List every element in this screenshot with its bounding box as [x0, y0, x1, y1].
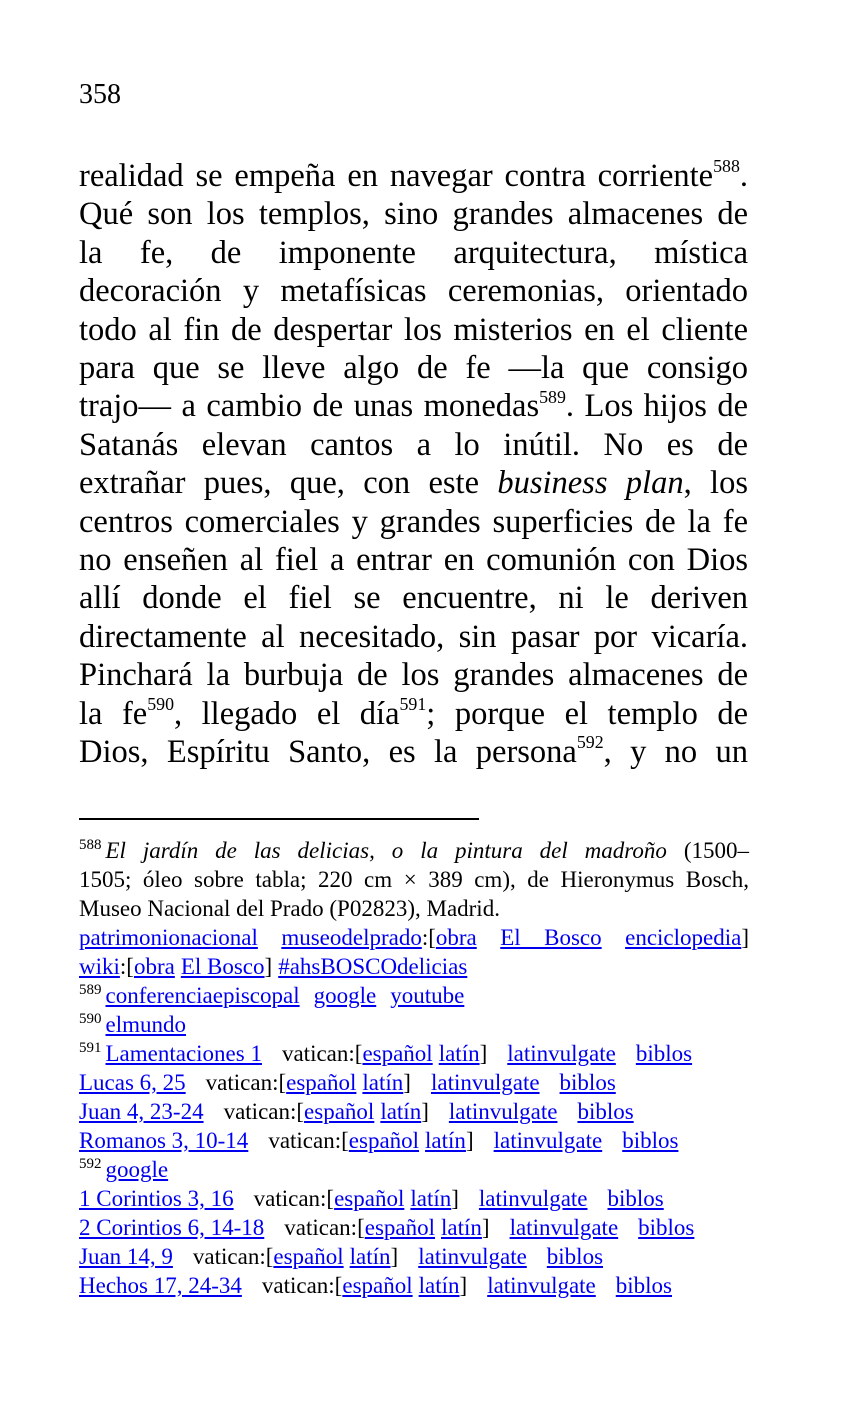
footnote-592-ref: Hechos 17, 24-34 vatican:[español latín] latinvulgate biblos	[79, 1273, 672, 1298]
body-line: la fe, de imponente arquitectura, mística	[79, 234, 748, 271]
body-line: realidad se empeña en navegar contra corriente$^{588}$.	[79, 156, 748, 194]
link-obra[interactable]: obra	[435, 925, 477, 950]
link-latin[interactable]: latín	[418, 1273, 460, 1298]
footnote-588-links: wiki:[obra El Bosco] #ahsBOSCOdelicias	[79, 954, 468, 979]
link-latin[interactable]: latín	[438, 1041, 480, 1066]
footnote-ref[interactable]: 590	[147, 694, 175, 715]
footnote-number: 591	[79, 1040, 102, 1057]
link-latin[interactable]: latín	[362, 1070, 404, 1095]
link-bible-ref[interactable]: 1 Corintios 3, 16	[79, 1186, 234, 1211]
link-espanol[interactable]: español	[348, 1128, 420, 1153]
body-line: extrañar pues, que, con este business plan, los	[79, 465, 748, 502]
body-line: no enseñen al fiel a entrar en comunión con Dios	[79, 542, 748, 579]
footnote-592-ref: 2 Corintios 6, 14-18 vatican:[español latín] latinvulgate biblos	[79, 1215, 695, 1240]
body-text	[79, 157, 748, 772]
link-bible-ref[interactable]: Lucas 6, 25	[79, 1070, 186, 1095]
body-line: Pinchará la burbuja de los grandes almacenes de	[79, 657, 748, 694]
link-museodelprado[interactable]: museodelprado	[281, 925, 422, 950]
body-line: directamente al necesitado, sin pasar por vicaría.	[79, 618, 748, 655]
link-latinvulgate[interactable]: latinvulgate	[487, 1273, 596, 1298]
link-google[interactable]: google	[313, 983, 377, 1008]
link-bible-ref[interactable]: 2 Corintios 6, 14-18	[79, 1215, 265, 1240]
footnote-588-links: patrimonionacional museodelprado:[obra El Bosco enciclopedia]	[79, 925, 749, 950]
link-latinvulgate[interactable]: latinvulgate	[509, 1215, 619, 1240]
link-latinvulgate[interactable]: latinvulgate	[493, 1128, 603, 1153]
footnote-591-ref: Lucas 6, 25 vatican:[español latín] latinvulgate biblos	[79, 1070, 616, 1095]
link-bible-ref[interactable]: Lamentaciones 1	[105, 1041, 262, 1066]
italic-phrase: business plan	[497, 465, 684, 502]
link-espanol[interactable]: español	[304, 1099, 375, 1124]
body-line: centros comerciales y grandes superficies de la fe	[79, 503, 748, 540]
link-conferenciaepiscopal[interactable]: conferenciaepiscopal	[105, 983, 300, 1008]
footnotes	[79, 836, 749, 1300]
link-biblos[interactable]: biblos	[622, 1128, 679, 1153]
body-line: allí donde el fiel se encuentre, ni le deriven	[79, 580, 748, 617]
link-espanol[interactable]: español	[362, 1041, 433, 1066]
link-espanol[interactable]: español	[286, 1070, 357, 1095]
link-espanol[interactable]: español	[342, 1273, 413, 1298]
link-biblos[interactable]: biblos	[615, 1273, 672, 1298]
footnote-591-ref: $^{591}$ Lamentaciones 1 vatican:[español latín] latinvulgate biblos	[79, 1040, 693, 1066]
page-number: 358	[79, 79, 121, 110]
link-latinvulgate[interactable]: latinvulgate	[418, 1244, 527, 1269]
body-line: Satanás elevan cantos a lo inútil. No es de	[79, 426, 748, 463]
link-latin[interactable]: latín	[349, 1244, 391, 1269]
link-enciclopedia[interactable]: enciclopedia	[625, 925, 742, 950]
footnote-number: 588	[79, 837, 102, 854]
link-wiki-obra[interactable]: obra	[133, 954, 175, 979]
link-bible-ref[interactable]: Juan 14, 9	[79, 1244, 173, 1269]
footnote-ref[interactable]: 589	[539, 386, 566, 407]
link-latin[interactable]: latín	[380, 1099, 422, 1124]
body-line: trajo— a cambio de unas monedas$^{589}$. Los hijos de	[79, 386, 748, 425]
footnote-number: 590	[79, 1011, 102, 1028]
link-espanol[interactable]: español	[364, 1215, 436, 1240]
link-latinvulgate[interactable]: latinvulgate	[507, 1041, 616, 1066]
link-el-bosco[interactable]: El Bosco	[500, 925, 602, 950]
body-line: decoración y metafísicas ceremonias, orientado	[79, 273, 748, 310]
footnote-588-line: 1505; óleo sobre tabla; 220 cm × 389 cm), de Hieronymus Bosch,	[79, 867, 749, 892]
body-line: para que se lleve algo de fe —la que consigo	[79, 350, 748, 387]
footnote-ref[interactable]: 588	[713, 156, 740, 177]
body-line: la $fe^{590}$, llegado el día$^{591}$; porque el templo de	[79, 694, 749, 732]
link-latin[interactable]: latín	[410, 1186, 452, 1211]
body-line: Dios, Espíritu Santo, es la persona$^{592}$, y no un	[79, 732, 749, 771]
footnote-589	[79, 981, 749, 1010]
link-elmundo[interactable]: elmundo	[105, 1012, 186, 1037]
footnote-ref[interactable]: 592	[576, 732, 604, 753]
footnote-ref[interactable]: 591	[399, 694, 427, 715]
link-wiki-el-bosco[interactable]: El Bosco	[180, 954, 265, 979]
footnote-number: 589	[79, 982, 102, 999]
footnote-588-line: $^{588}$ El jardín de las delicias, o la pintura del madroño (1500–	[79, 837, 749, 863]
link-espanol[interactable]: español	[334, 1186, 405, 1211]
link-google[interactable]: google	[105, 1157, 169, 1182]
footnote-number: 592	[79, 1156, 102, 1173]
link-wiki[interactable]: wiki	[79, 954, 120, 979]
body-line: Qué son los templos, sino grandes almacenes de	[79, 196, 748, 233]
footnote-590	[79, 1010, 749, 1039]
footnote-591-ref: Romanos 3, 10-14 vatican:[español latín] latinvulgate biblos	[79, 1128, 679, 1153]
link-biblos[interactable]: biblos	[635, 1041, 693, 1066]
footnote-592-ref: Juan 14, 9 vatican:[español latín] latinvulgate biblos	[79, 1244, 604, 1269]
footnote-592-ref: 1 Corintios 3, 16 vatican:[español latín] latinvulgate biblos	[79, 1186, 664, 1211]
link-latin[interactable]: latín	[425, 1128, 466, 1153]
link-latin[interactable]: latín	[441, 1215, 482, 1240]
link-biblos[interactable]: biblos	[546, 1244, 604, 1269]
link-latinvulgate[interactable]: latinvulgate	[448, 1099, 558, 1124]
footnote-588-line: Museo Nacional del Prado (P02823), Madrid.	[79, 896, 500, 921]
link-biblos[interactable]: biblos	[559, 1070, 616, 1095]
link-latinvulgate[interactable]: latinvulgate	[430, 1070, 540, 1095]
footnote-separator	[79, 818, 479, 820]
link-bible-ref[interactable]: Juan 4, 23-24	[79, 1099, 204, 1124]
link-biblos[interactable]: biblos	[638, 1215, 695, 1240]
link-hashtag[interactable]: #ahsBOSCOdelicias	[278, 954, 468, 979]
link-youtube[interactable]: youtube	[390, 983, 465, 1008]
footnote-592	[79, 1155, 749, 1184]
link-patrimonionacional[interactable]: patrimonionacional	[79, 925, 258, 950]
body-line: todo al fin de despertar los misterios en el cliente	[79, 311, 748, 348]
artwork-title: El jardín de las delicias, o la pintura del madroño	[105, 838, 667, 863]
link-bible-ref[interactable]: Hechos 17, 24-34	[79, 1273, 242, 1298]
link-espanol[interactable]: español	[273, 1244, 344, 1269]
link-bible-ref[interactable]: Romanos 3, 10-14	[79, 1128, 249, 1153]
link-latinvulgate[interactable]: latinvulgate	[478, 1186, 588, 1211]
link-biblos[interactable]: biblos	[577, 1099, 634, 1124]
link-biblos[interactable]: biblos	[607, 1186, 664, 1211]
footnote-591-ref: Juan 4, 23-24 vatican:[español latín] latinvulgate biblos	[79, 1099, 634, 1124]
